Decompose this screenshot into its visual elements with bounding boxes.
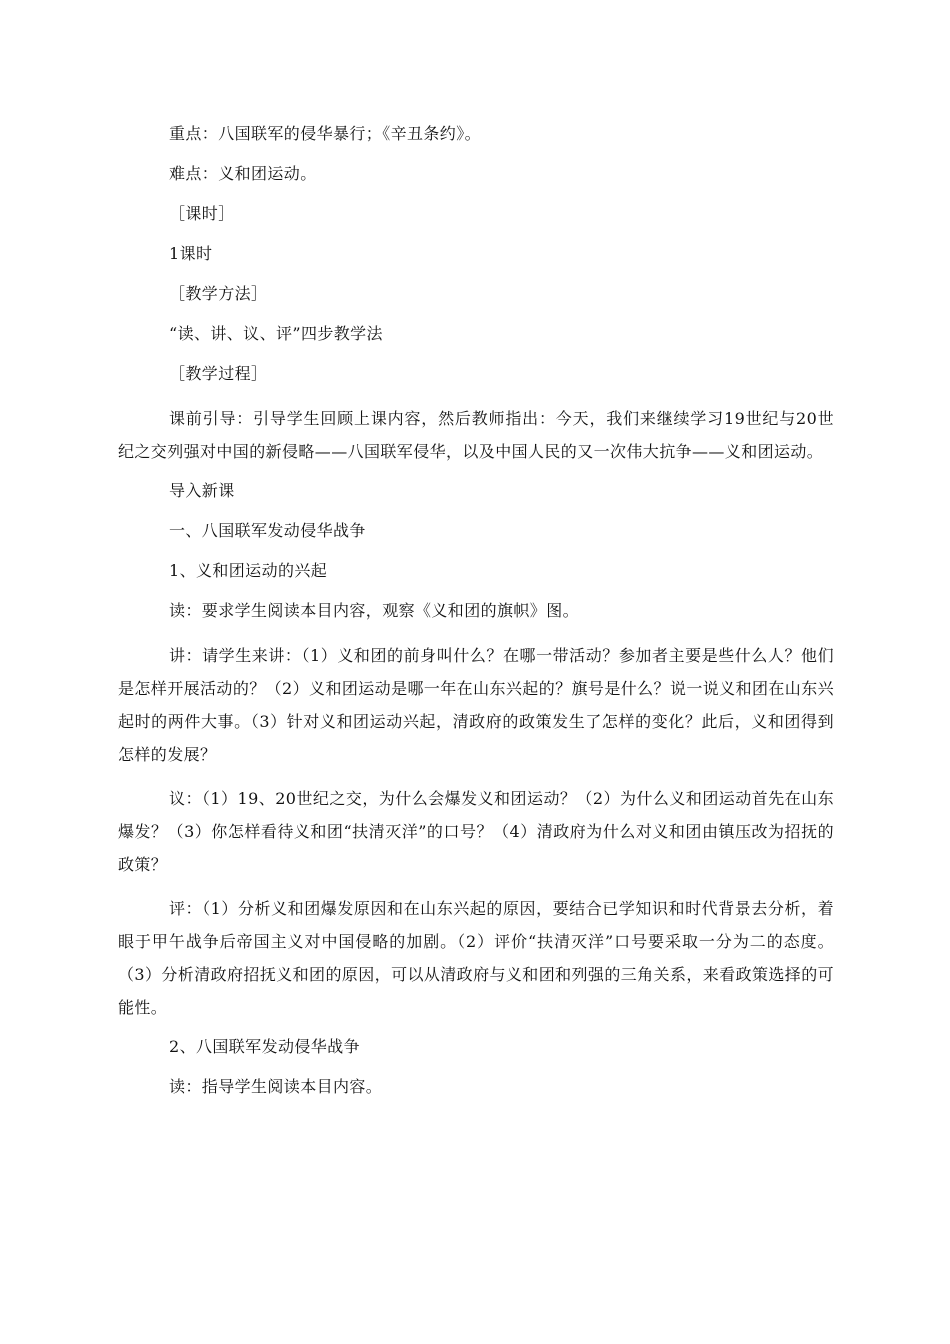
new-lesson-heading: 导入新课 [169,481,235,500]
section-1-heading: 一、八国联军发动侵华战争 [169,521,366,540]
teaching-process-heading: ［教学过程］ [169,364,268,383]
class-hours-value: 1课时 [169,244,213,263]
difficulty-paragraph: 难点：义和团运动。 [169,164,317,183]
evaluate-paragraph: 评：（1）分析义和团爆发原因和在山东兴起的原因，要结合已学知识和时代背景去分析，着眼于甲午战争后帝国主义对中国侵略的加剧。（2）评价“扶清灭洋”口号要采取一分为二的态度。（3）分析清政府招抚义和团的原因，可以从清政府与义和团和列强的三角关系，来看政策选择的可能性。 [118,899,834,1017]
read-paragraph-2: 读：指导学生阅读本目内容。 [169,1077,383,1096]
teaching-method-heading: ［教学方法］ [169,284,268,303]
subsection-2-heading: 2、八国联军发动侵华战争 [169,1037,360,1056]
document-body [118,122,834,1115]
teaching-method-value: “读、讲、议、评”四步教学法 [169,324,383,343]
discuss-paragraph: 议：（1）19、20世纪之交，为什么会爆发义和团运动？（2）为什么义和团运动首先在山东爆发？（3）你怎样看待义和团“扶清灭洋”的口号？（4）清政府为什么对义和团由镇压改为招抚的政策？ [118,789,834,874]
speak-paragraph: 讲：请学生来讲：（1）义和团的前身叫什么？在哪一带活动？参加者主要是些什么人？他们是怎样开展活动的？（2）义和团运动是哪一年在山东兴起的？旗号是什么？说一说义和团在山东兴起时的两件大事。（3）针对义和团运动兴起，清政府的政策发生了怎样的变化？此后，义和团得到怎样的发展？ [118,646,834,764]
key-point-paragraph: 重点：八国联军的侵华暴行；《辛丑条约》。 [169,124,482,143]
read-paragraph-1: 读：要求学生阅读本目内容，观察《义和团的旗帜》图。 [169,601,580,620]
subsection-1-heading: 1、义和团运动的兴起 [169,561,328,580]
pre-class-guidance-paragraph: 课前引导：引导学生回顾上课内容，然后教师指出：今天，我们来继续学习19世纪与20世纪之交列强对中国的新侵略——八国联军侵华，以及中国人民的又一次伟大抗争——义和团运动。 [118,409,834,461]
class-hours-heading: ［课时］ [169,204,235,223]
